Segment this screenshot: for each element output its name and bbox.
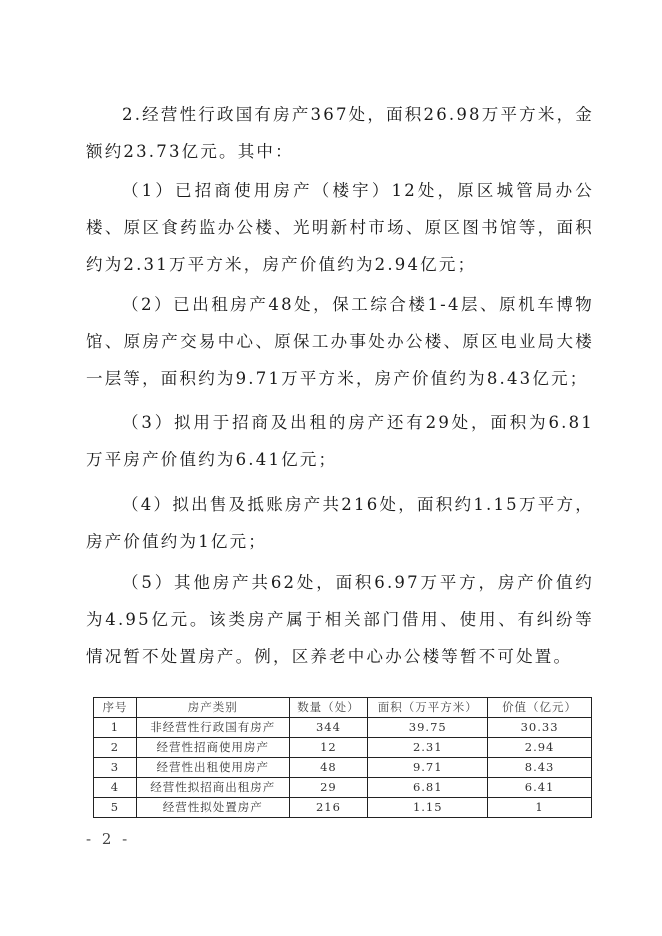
- table-header-row: [94, 698, 592, 718]
- cell-area: 1.15: [368, 798, 488, 818]
- header-value: 价值（亿元）: [488, 698, 592, 718]
- table-row: [94, 798, 592, 818]
- header-category: 房产类别: [136, 698, 289, 718]
- cell-area: 6.81: [368, 778, 488, 798]
- table-row: [94, 778, 592, 798]
- cell-index: 2: [94, 738, 137, 758]
- cell-count: 29: [289, 778, 368, 798]
- paragraph-summary: 2.经营性行政国有房产367处，面积26.98万平方米，金额约23.73亿元。其中：: [86, 105, 594, 161]
- cell-category: 非经营性行政国有房产: [136, 718, 289, 738]
- cell-area: 2.31: [368, 738, 488, 758]
- paragraph-item-3: （3）拟用于招商及出租的房产还有29处，面积为6.81万平房产价值约为6.41亿元；: [86, 413, 594, 469]
- page-number: - 2 -: [86, 830, 131, 848]
- cell-index: 3: [94, 758, 137, 778]
- paragraph-item-4: （4）拟出售及抵账房产共216处，面积约1.15万平方，房产价值约为1亿元；: [86, 495, 594, 551]
- header-count: 数量（处）: [289, 698, 368, 718]
- cell-count: 12: [289, 738, 368, 758]
- cell-index: 5: [94, 798, 137, 818]
- cell-value: 30.33: [488, 718, 592, 738]
- cell-index: 4: [94, 778, 137, 798]
- table-row: [94, 758, 592, 778]
- property-summary-table: [93, 697, 592, 818]
- cell-category: 经营性拟招商出租房产: [136, 778, 289, 798]
- cell-value: 2.94: [488, 738, 592, 758]
- table-row: [94, 738, 592, 758]
- cell-count: 344: [289, 718, 368, 738]
- cell-category: 经营性招商使用房产: [136, 738, 289, 758]
- paragraph-item-1: （1）已招商使用房产（楼宇）12处，原区城管局办公楼、原区食药监办公楼、光明新村市场、原区图书馆等，面积约为2.31万平方米，房产价值约为2.94亿元；: [86, 181, 594, 274]
- cell-count: 48: [289, 758, 368, 778]
- header-area: 面积（万平方米）: [368, 698, 488, 718]
- cell-index: 1: [94, 718, 137, 738]
- header-index: 序号: [94, 698, 137, 718]
- cell-value: 6.41: [488, 778, 592, 798]
- cell-value: 8.43: [488, 758, 592, 778]
- cell-category: 经营性出租使用房产: [136, 758, 289, 778]
- cell-category: 经营性拟处置房产: [136, 798, 289, 818]
- cell-area: 39.75: [368, 718, 488, 738]
- cell-area: 9.71: [368, 758, 488, 778]
- cell-count: 216: [289, 798, 368, 818]
- paragraph-item-2: （2）已出租房产48处，保工综合楼1-4层、原机车博物馆、原房产交易中心、原保工办事处办公楼、原区电业局大楼一层等，面积约为9.71万平方米，房产价值约为8.43亿元；: [86, 295, 594, 388]
- table-row: [94, 718, 592, 738]
- cell-value: 1: [488, 798, 592, 818]
- paragraph-item-5: （5）其他房产共62处，面积6.97万平方，房产价值约为4.95亿元。该类房产属于相关部门借用、使用、有纠纷等情况暂不处置房产。例，区养老中心办公楼等暂不可处置。: [86, 573, 594, 666]
